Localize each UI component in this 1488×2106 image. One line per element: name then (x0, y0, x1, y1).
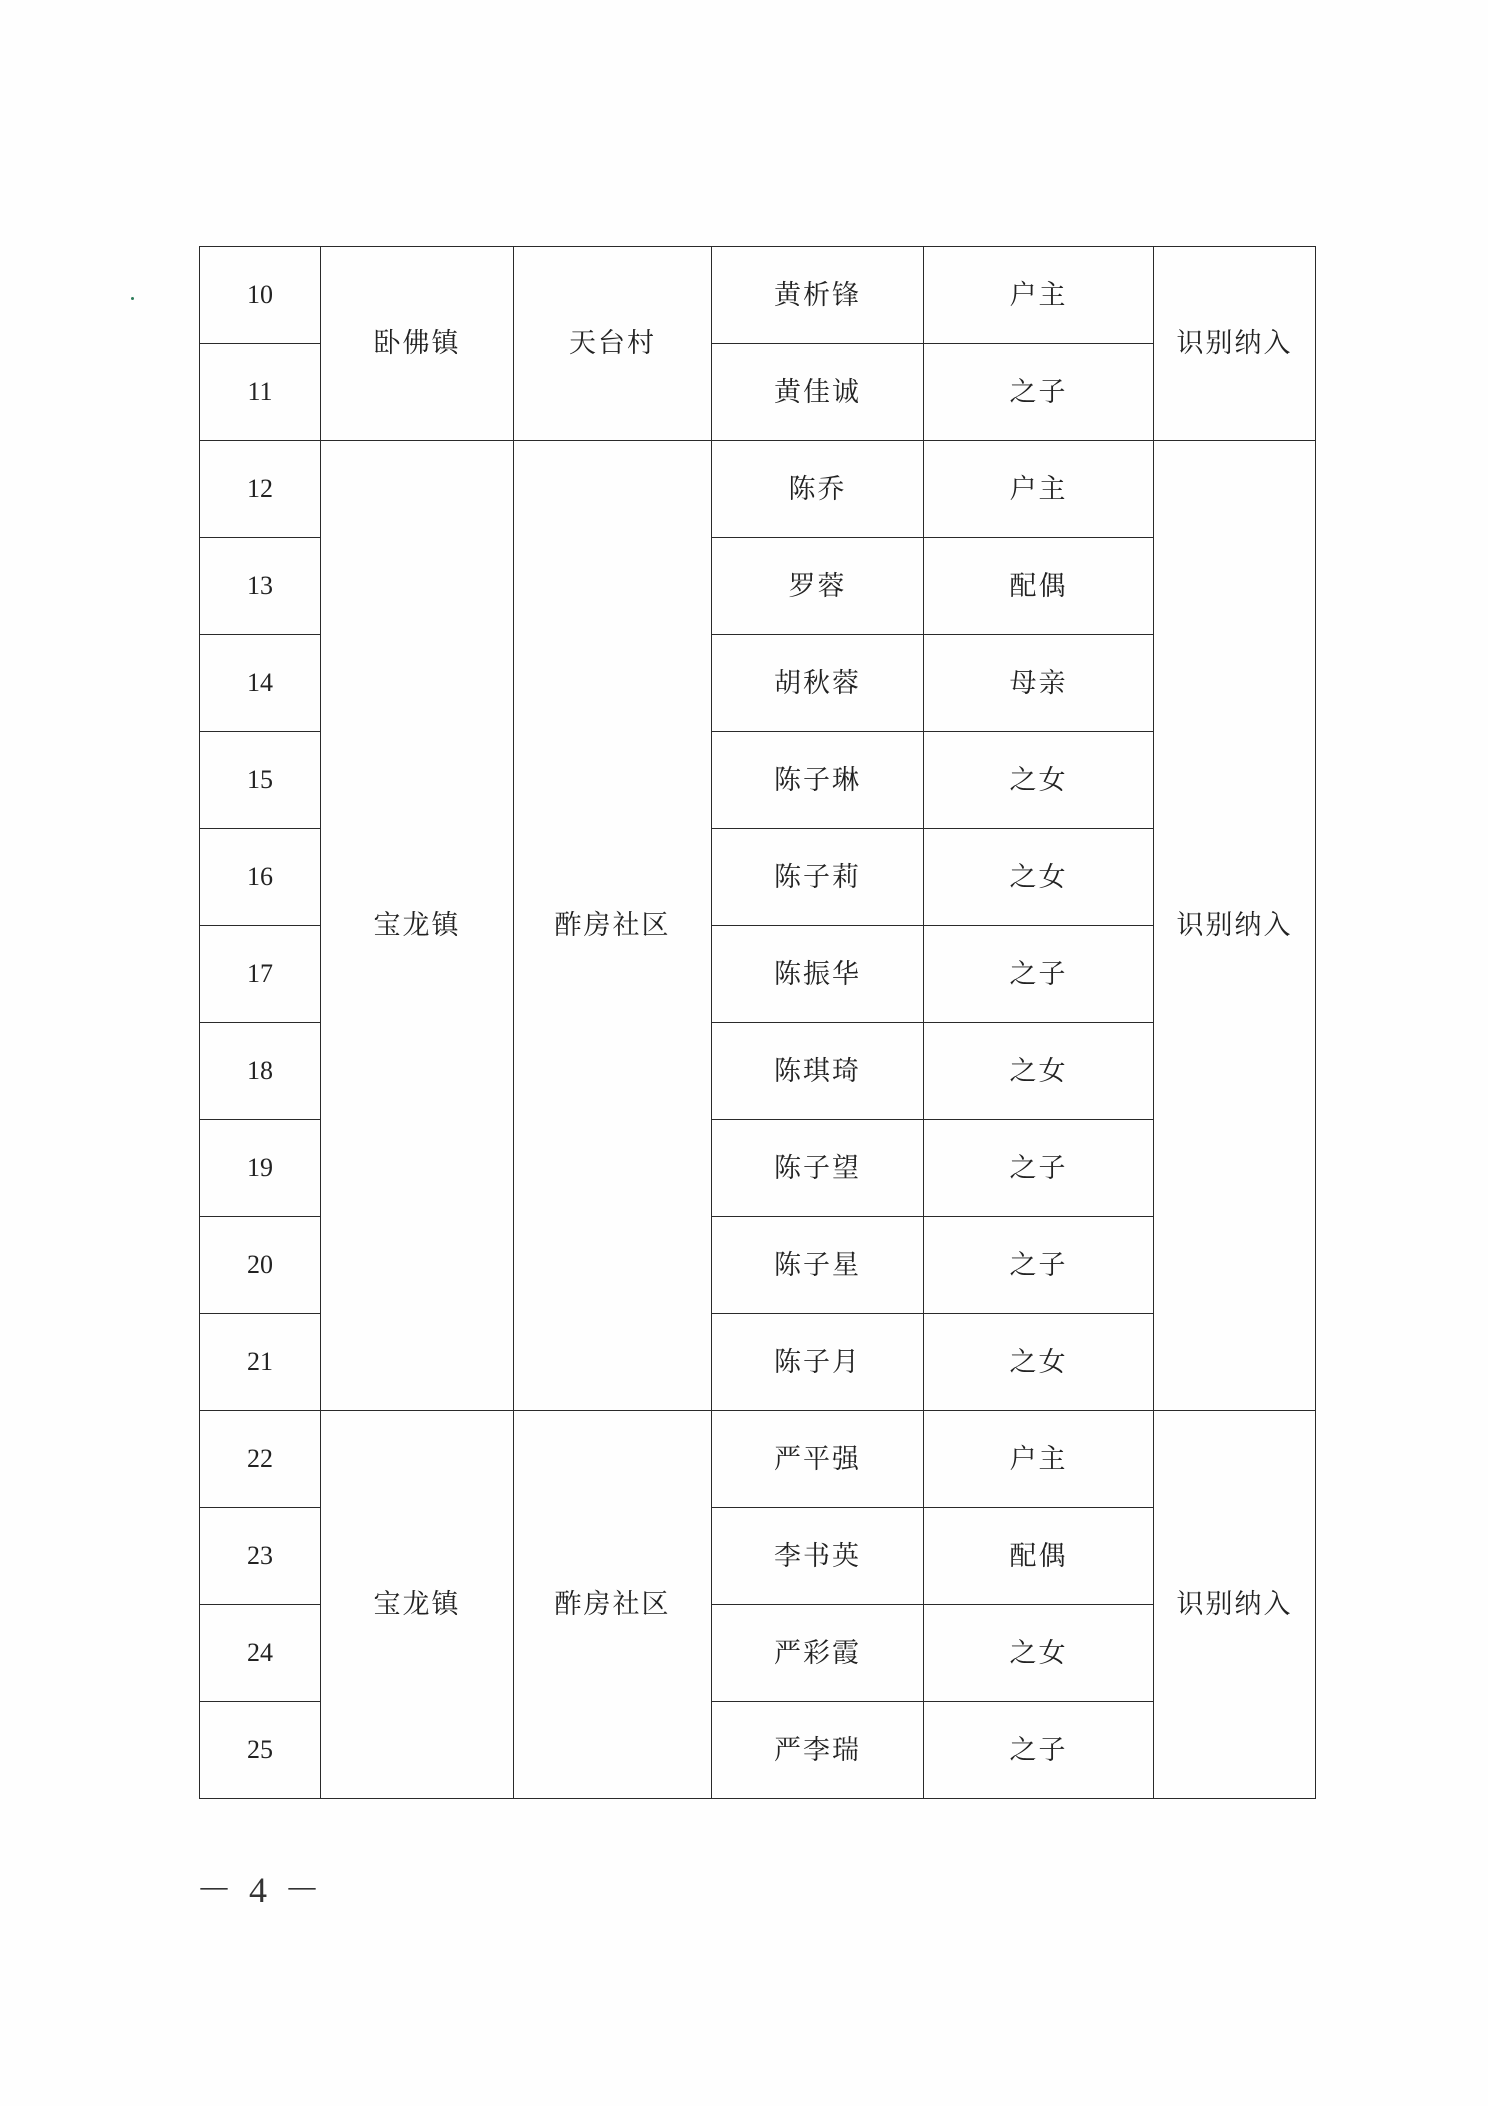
row-number-cell: 12 (200, 441, 321, 538)
relation-cell: 之女 (924, 732, 1154, 829)
member-name-cell: 陈子琳 (712, 732, 924, 829)
relation-cell: 之子 (924, 344, 1154, 441)
roster-table-body (200, 247, 1316, 1799)
town-cell: 宝龙镇 (321, 441, 514, 1411)
roster-table (199, 246, 1316, 1799)
relation-cell: 之女 (924, 1605, 1154, 1702)
row-number-cell: 14 (200, 635, 321, 732)
relation-cell: 母亲 (924, 635, 1154, 732)
member-name-cell: 罗蓉 (712, 538, 924, 635)
row-number-cell: 11 (200, 344, 321, 441)
row-number-cell: 22 (200, 1411, 321, 1508)
relation-cell: 之子 (924, 1217, 1154, 1314)
member-name-cell: 严彩霞 (712, 1605, 924, 1702)
relation-cell: 配偶 (924, 1508, 1154, 1605)
member-name-cell: 李书英 (712, 1508, 924, 1605)
row-number-cell: 20 (200, 1217, 321, 1314)
member-name-cell: 黄析锋 (712, 247, 924, 344)
table-row (200, 1411, 1316, 1508)
member-name-cell: 陈琪琦 (712, 1023, 924, 1120)
member-name-cell: 陈振华 (712, 926, 924, 1023)
row-number-cell: 10 (200, 247, 321, 344)
member-name-cell: 陈子月 (712, 1314, 924, 1411)
member-name-cell: 陈乔 (712, 441, 924, 538)
relation-cell: 户主 (924, 1411, 1154, 1508)
row-number-cell: 23 (200, 1508, 321, 1605)
member-name-cell: 黄佳诚 (712, 344, 924, 441)
town-cell: 宝龙镇 (321, 1411, 514, 1799)
relation-cell: 配偶 (924, 538, 1154, 635)
status-cell: 识别纳入 (1154, 441, 1316, 1411)
status-cell: 识别纳入 (1154, 247, 1316, 441)
row-number-cell: 18 (200, 1023, 321, 1120)
row-number-cell: 13 (200, 538, 321, 635)
relation-cell: 之女 (924, 1314, 1154, 1411)
relation-cell: 之女 (924, 829, 1154, 926)
relation-cell: 户主 (924, 441, 1154, 538)
community-cell: 酢房社区 (514, 441, 712, 1411)
relation-cell: 之子 (924, 926, 1154, 1023)
town-cell: 卧佛镇 (321, 247, 514, 441)
row-number-cell: 19 (200, 1120, 321, 1217)
status-cell: 识别纳入 (1154, 1411, 1316, 1799)
page-number: － 4 － (196, 1870, 325, 1910)
row-number-cell: 17 (200, 926, 321, 1023)
relation-cell: 之子 (924, 1120, 1154, 1217)
member-name-cell: 陈子望 (712, 1120, 924, 1217)
member-name-cell: 胡秋蓉 (712, 635, 924, 732)
scan-speck (131, 297, 134, 300)
table-row (200, 441, 1316, 538)
relation-cell: 之子 (924, 1702, 1154, 1799)
row-number-cell: 16 (200, 829, 321, 926)
relation-cell: 之女 (924, 1023, 1154, 1120)
community-cell: 天台村 (514, 247, 712, 441)
member-name-cell: 严李瑞 (712, 1702, 924, 1799)
row-number-cell: 24 (200, 1605, 321, 1702)
member-name-cell: 陈子星 (712, 1217, 924, 1314)
member-name-cell: 严平强 (712, 1411, 924, 1508)
member-name-cell: 陈子莉 (712, 829, 924, 926)
row-number-cell: 25 (200, 1702, 321, 1799)
relation-cell: 户主 (924, 247, 1154, 344)
community-cell: 酢房社区 (514, 1411, 712, 1799)
table-row (200, 247, 1316, 344)
row-number-cell: 21 (200, 1314, 321, 1411)
row-number-cell: 15 (200, 732, 321, 829)
